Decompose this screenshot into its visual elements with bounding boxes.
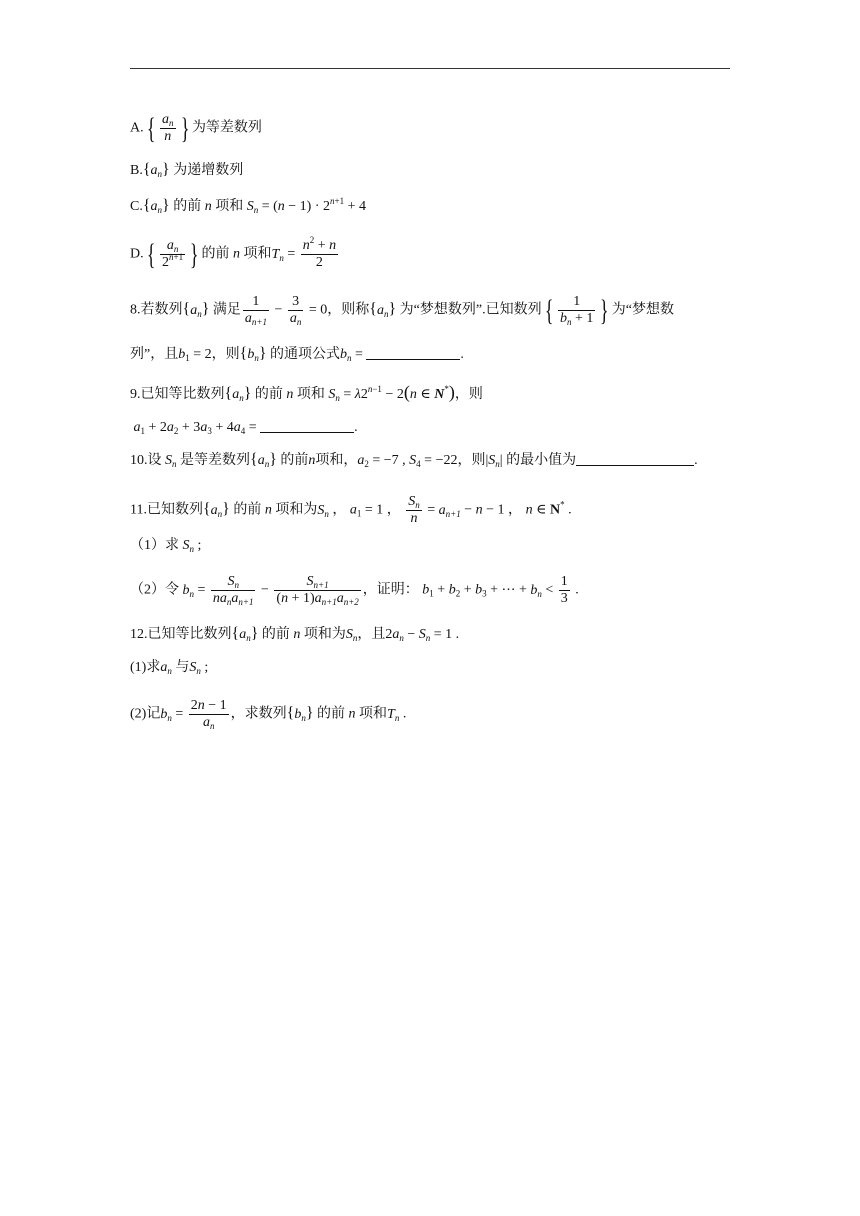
- question-8-line2: 列”，且$b_1 = 2$，则$\{b_n\}$ 的通项公式$b_n$ = .: [130, 345, 464, 363]
- question-10: 10.设 $S_n$ 是等差数列$\{a_n\}$ 的前n项和，$a_2 = -7$ , $S_4 = -22$，则$|S_n|$ 的最小值为 .: [130, 451, 698, 469]
- answer-blank-8[interactable]: [366, 359, 460, 360]
- question-12-part1: (1)求$a_n$ 与$S_n$ ;: [130, 660, 209, 676]
- question-11-part2: （2）令 $b_n$ = $\frac{S_n}{na_na_{n+1}}$ − $\frac{S_{n+1}}{(n + 1)a_{n+1}a_{n+2}}$ ，证明： $b_1 + b_2 + b_3$ + ⋯ + $b_n$ < $\frac{1}{3}$ .: [130, 574, 579, 607]
- question-12-part2: (2)记$b_n$ = $\frac{2n - 1}{a_n}$ ，求数列$\{b_n\}$ 的前 n 项和$T_n$ .: [130, 698, 407, 731]
- question-11: 11.已知数列$\{a_n\}$ 的前 n 项和为$S_n$ ， $a_1 = 1$ ， $\frac{S_n}{n}$ = $a_{n+1} - n - 1$ ， n ∈ N* .: [130, 494, 572, 526]
- option-d: D.{ $\frac{a_n}{2^{n+1}}$ } 的前 n 项和$T_n$ = $\frac{n^2 + n}{2}$: [130, 235, 337, 271]
- option-c: $C.\{a_n\}$ 的前 n 项和 $S_n = (n - 1) \cdot 2^{n+1} + 4$: [130, 196, 366, 215]
- header-rule: [130, 68, 730, 69]
- question-11-part1: （1）求 $S_n$ ;: [130, 538, 202, 554]
- option-b: $B.\{a_n\}$ 为递增数列: [130, 161, 244, 179]
- question-9-line2: $a_1 + 2a_2 + 3a_3 + 4a_4$ = .: [133, 420, 358, 436]
- answer-blank-10[interactable]: [576, 465, 694, 466]
- question-12: 12.已知等比数列$\{a_n\}$ 的前 n 项和为$S_n$，且$2a_n - S_n = 1$ .: [130, 625, 460, 643]
- option-a: A.{ $\frac{a_n}{n}$ } 为等差数列: [130, 111, 262, 145]
- question-8: 8.若数列$\{a_n\}$ 满足 $\frac{1}{a_{n+1}}$ − $\frac{3}{a_n}$ = 0，则称$\{a_n\}$ 为“梦想数列”.已知数列{ $\frac{1}{b_n + 1}$ } 为“梦想数: [130, 293, 675, 327]
- answer-blank-9[interactable]: [260, 432, 354, 433]
- question-9: 9.已知等比数列$\{a_n\}$ 的前 n 项和 $S_n = \lambda 2^{n-1} - 2(n$ ∈ N*)，则: [130, 382, 483, 403]
